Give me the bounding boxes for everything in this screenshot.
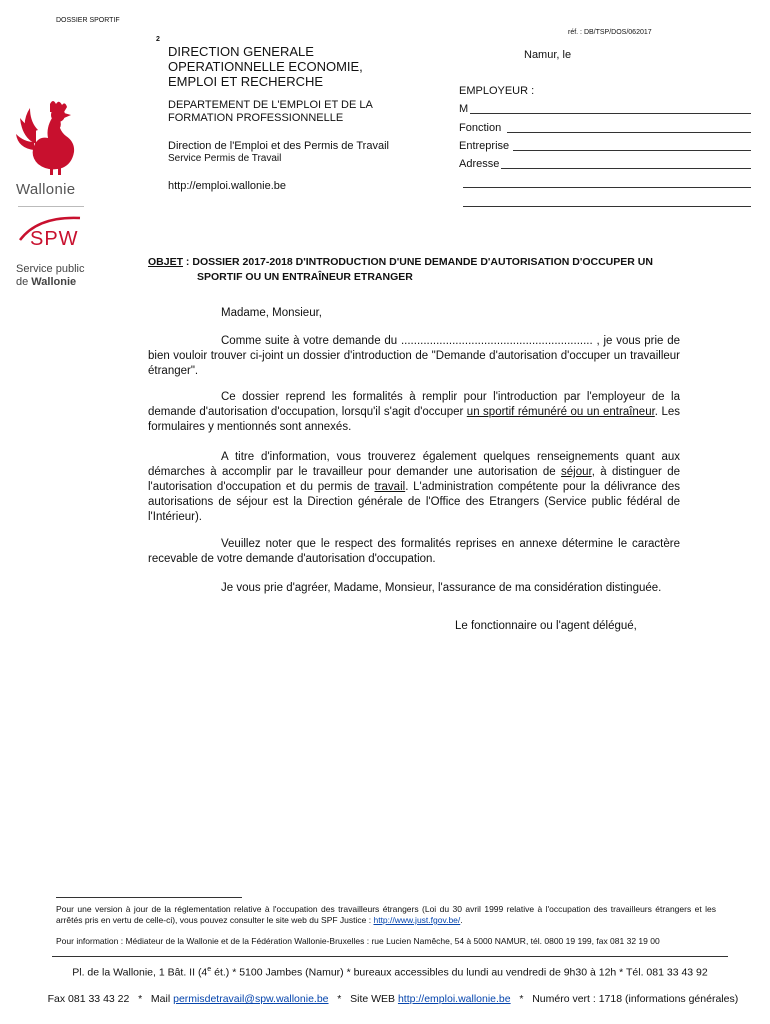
object-line2: SPORTIF OU UN ENTRAÎNEUR ETRANGER	[197, 271, 413, 283]
letter-object: OBJET : DOSSIER 2017-2018 D'INTRODUCTION D'UNE DEMANDE D'AUTORISATION D'OCCUPER UN SPORTIF OU UN ENTRAÎNEUR ETRANGER	[148, 255, 688, 285]
footnote-text: Pour une version à jour de la réglementation relative à l'occupation des travailleurs étrangers (Loi du 30 avril 1999 relative à l'occupation des travailleurs étrangers et les arrêtés pris en vertu de celle-ci), vous pouvez consulter le site web du SPF Justice : http://www.just.fgov.be/.	[56, 904, 716, 925]
sender-service: Service Permis de Travail	[168, 153, 282, 164]
object-label: OBJET	[148, 256, 184, 268]
website-link[interactable]: http://emploi.wallonie.be	[397, 993, 511, 1005]
signature-line: Le fonctionnaire ou l'agent délégué,	[455, 620, 637, 632]
footer-contact: Fax 081 33 43 22 * Mail permisdetravail@spw.wallonie.be * Site WEB http://emploi.wallonie.be * Numéro vert : 1718 (informations générales)	[47, 993, 739, 1005]
mediator-info: Pour information : Médiateur de la Wallonie et de la Fédération Wallonie-Bruxelles : rue Lucien Namêche, 54 à 5000 NAMUR, tél. 0800 19 199, fax 081 32 19 00	[56, 936, 660, 946]
object-line1: DOSSIER 2017-2018 D'INTRODUCTION D'UNE DEMANDE D'AUTORISATION D'OCCUPER UN	[192, 256, 653, 268]
paragraph-5: Je vous prie d'agréer, Madame, Monsieur, l'assurance de ma considération distinguée.	[221, 582, 662, 594]
paragraph-1: Comme suite à votre demande du ............................................................ , je vous prie de bien vouloir trouver ci-joint un dossier d'introduction de "Demande d'autorisation d'occuper un travailleur étranger".	[148, 335, 681, 377]
address-line-2[interactable]	[463, 187, 751, 188]
wallonie-wordmark: Wallonie	[16, 181, 76, 198]
sender-direction: Direction de l'Emploi et des Permis de Travail	[168, 140, 389, 152]
sender-dg: DIRECTION GENERALE OPERATIONNELLE ECONOMIE, EMPLOI ET RECHERCHE	[168, 44, 363, 89]
wallonie-logo	[16, 98, 88, 198]
employer-entreprise-field[interactable]: Entreprise	[459, 140, 751, 153]
spw-logo	[16, 214, 96, 289]
dossier-label: DOSSIER SPORTIF	[56, 17, 120, 24]
place-date: Namur, le	[524, 49, 572, 61]
rooster-icon	[16, 98, 88, 176]
sender-department: DEPARTEMENT DE L'EMPLOI ET DE LA FORMATION PROFESSIONNELLE	[168, 99, 373, 124]
spw-caption-line1: Service public	[16, 263, 85, 275]
paragraph-2: Ce dossier reprend les formalités à remplir pour l'introduction par l'employeur de la demande d'autorisation d'occupation, lorsqu'il s'agit d'occuper un sportif rémunéré ou un entraîneur. Les formulaires y mentionnés sont annexés.	[148, 391, 680, 433]
employer-m-field[interactable]: M	[459, 103, 751, 116]
spw-caption-line2: de Wallonie	[16, 276, 77, 288]
page-mark: 2	[156, 36, 160, 43]
footnote-rule	[56, 897, 242, 898]
employer-label: EMPLOYEUR :	[459, 85, 535, 97]
salutation: Madame, Monsieur,	[221, 307, 322, 319]
spf-justice-link[interactable]: http://www.just.fgov.be/	[373, 915, 461, 925]
footer-rule	[52, 956, 728, 957]
paragraph-3: A titre d'information, vous trouverez également quelques renseignements quant aux démarches à accomplir par le travailleur pour demander une autorisation de séjour, à distinguer de l'autorisation d'occupation et du permis de travail. L'administration compétente pour la délivrance des autorisations de séjour est la Direction générale de l'Office des Etrangers (Service public fédéral de l'Intérieur).	[148, 451, 680, 523]
logo-divider	[18, 206, 84, 207]
footer-address: Pl. de la Wallonie, 1 Bât. II (4e ét.) * 5100 Jambes (Namur) * bureaux accessibles du lundi au vendredi de 9h30 à 12h * Tél. 081 33 43 92	[72, 966, 708, 979]
reference-number: réf. : DB/TSP/DOS/062017	[568, 29, 652, 36]
employer-fonction-field[interactable]: Fonction	[459, 122, 751, 135]
email-link[interactable]: permisdetravail@spw.wallonie.be	[173, 993, 329, 1005]
address-line-3[interactable]	[463, 206, 751, 207]
spw-wordmark: SPW	[30, 228, 79, 250]
sender-website[interactable]: http://emploi.wallonie.be	[168, 180, 287, 192]
employer-adresse-field[interactable]: Adresse	[459, 158, 751, 171]
paragraph-4: Veuillez noter que le respect des formalités reprises en annexe détermine le caractère recevable de votre demande d'autorisation d'occupation.	[148, 538, 680, 565]
